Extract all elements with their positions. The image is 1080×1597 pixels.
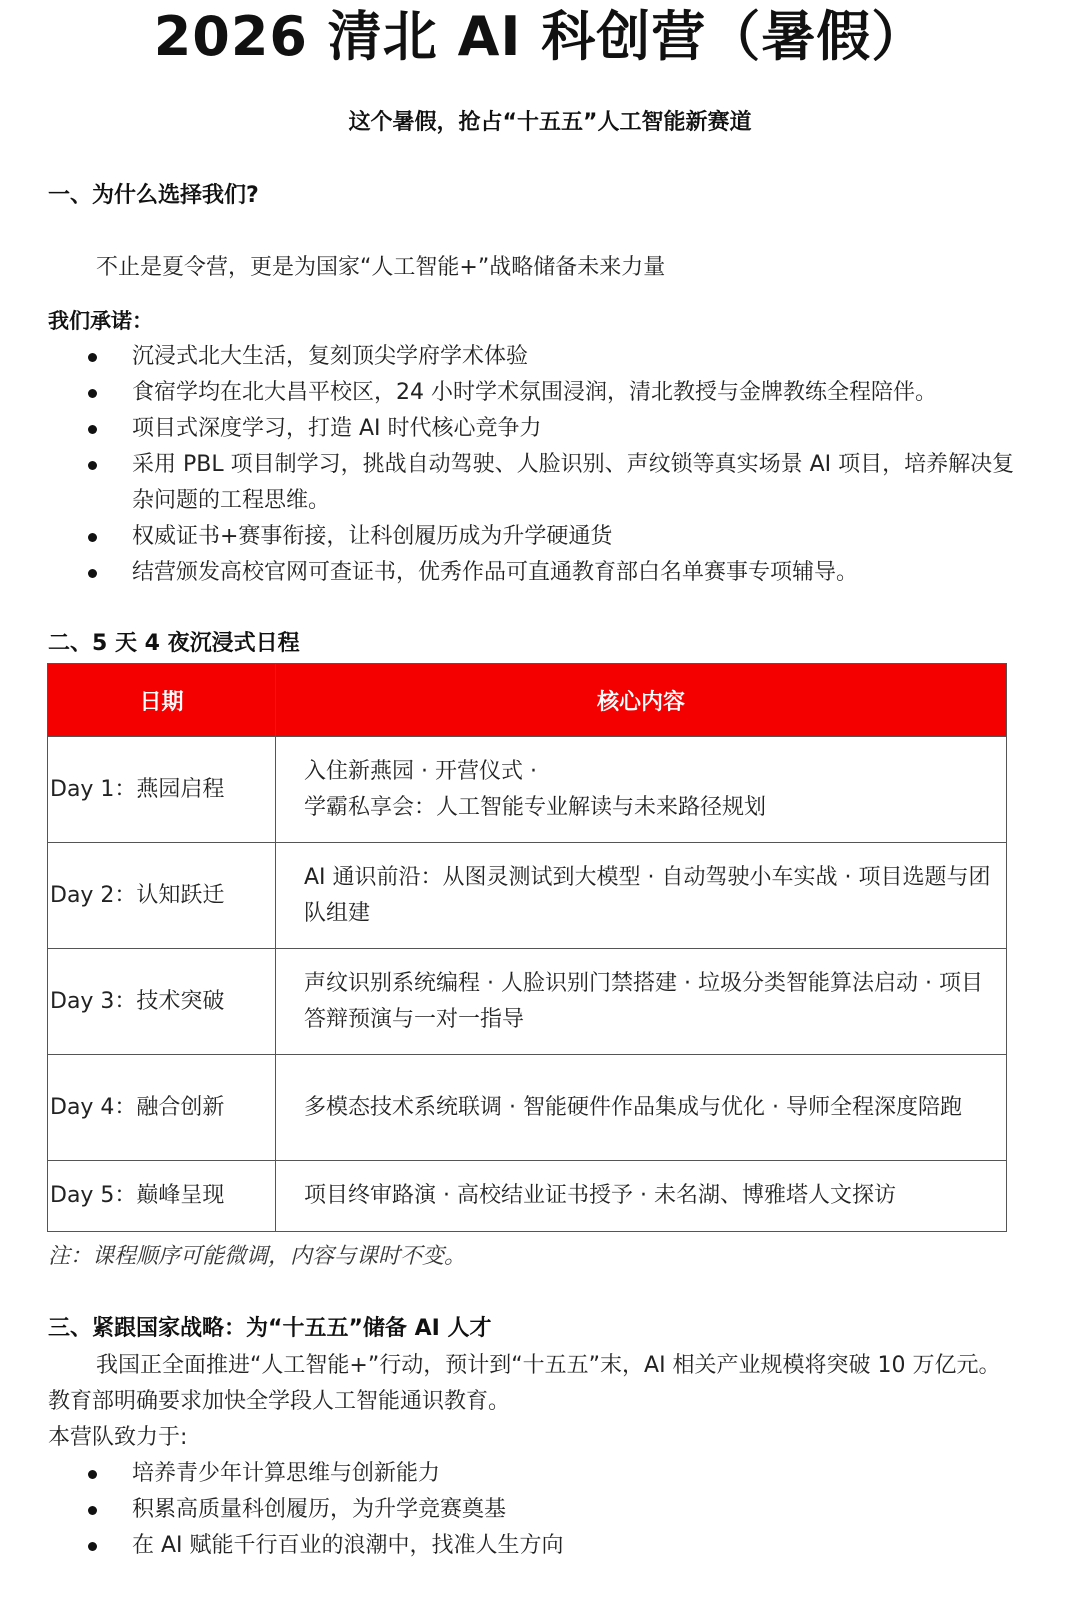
section3-paragraph: 我国正全面推进“人工智能+”行动，预计到“十五五”末，AI 相关产业规模将突破 10 万亿元。教育部明确要求加快全学段人工智能通识教育。 <box>48 1353 1001 1414</box>
bullet-icon <box>88 1506 97 1515</box>
table-row <box>48 843 1007 949</box>
list-item: 培养青少年计算思维与创新能力 <box>48 1456 1018 1492</box>
bullet-icon <box>88 1470 97 1479</box>
content-cell: 入住新燕园 · 开营仪式 · 学霸私享会：人工智能专业解读与未来路径规划 <box>276 737 1007 843</box>
column-header-date: 日期 <box>48 664 276 737</box>
mission-list <box>48 1456 1018 1564</box>
day-cell: Day 4：融合创新 <box>48 1055 276 1161</box>
bullet-icon <box>88 569 97 578</box>
page-subtitle: 这个暑假，抢占“十五五”人工智能新赛道 <box>348 110 752 135</box>
day-cell: Day 3：技术突破 <box>48 949 276 1055</box>
list-item: 在 AI 赋能千行百业的浪潮中，找准人生方向 <box>48 1528 1018 1564</box>
schedule-note: 注：课程顺序可能微调，内容与课时不变。 <box>48 1244 467 1269</box>
list-item: 项目式深度学习，打造 AI 时代核心竞争力 <box>48 411 1018 447</box>
list-item: 结营颁发高校官网可查证书，优秀作品可直通教育部白名单赛事专项辅导。 <box>48 555 1018 591</box>
content-cell: 多模态技术系统联调 · 智能硬件作品集成与优化 · 导师全程深度陪跑 <box>276 1055 1007 1161</box>
day-cell: Day 1：燕园启程 <box>48 737 276 843</box>
bullet-icon <box>88 425 97 434</box>
content-cell: AI 通识前沿：从图灵测试到大模型 · 自动驾驶小车实战 · 项目选题与团队组建 <box>276 843 1007 949</box>
bullet-icon <box>88 353 97 362</box>
list-item: 权威证书+赛事衔接，让科创履历成为升学硬通货 <box>48 519 1018 555</box>
bullet-icon <box>88 533 97 542</box>
bullet-icon <box>88 389 97 398</box>
content-cell: 声纹识别系统编程 · 人脸识别门禁搭建 · 垃圾分类智能算法启动 · 项目答辩预演与一对一指导 <box>276 949 1007 1055</box>
bullet-icon <box>88 461 97 470</box>
page-title: 2026 清北 AI 科创营（暑假） <box>153 5 927 68</box>
list-item: 采用 PBL 项目制学习，挑战自动驾驶、人脸识别、声纹锁等真实场景 AI 项目，培养解决复杂问题的工程思维。 <box>48 447 1018 519</box>
day-cell: Day 2：认知跃迁 <box>48 843 276 949</box>
list-item: 沉浸式北大生活，复刻顶尖学府学术体验 <box>48 339 1018 375</box>
table-row <box>48 737 1007 843</box>
column-header-content: 核心内容 <box>276 664 1007 737</box>
section1-heading: 一、为什么选择我们? <box>48 183 259 208</box>
bullet-icon <box>88 1542 97 1551</box>
table-row <box>48 1161 1007 1232</box>
list-item: 积累高质量科创履历，为升学竞赛奠基 <box>48 1492 1018 1528</box>
day-cell: Day 5：巅峰呈现 <box>48 1161 276 1232</box>
list-item: 食宿学均在北大昌平校区，24 小时学术氛围浸润，清北教授与金牌教练全程陪伴。 <box>48 375 1018 411</box>
promise-label: 我们承诺： <box>48 309 153 333</box>
section2-heading: 二、5 天 4 夜沉浸式日程 <box>48 631 300 656</box>
table-row <box>48 1055 1007 1161</box>
content-cell: 项目终审路演 · 高校结业证书授予 · 未名湖、博雅塔人文探访 <box>276 1161 1007 1232</box>
schedule-table <box>47 663 1007 1232</box>
section1-intro: 不止是夏令营，更是为国家“人工智能+”战略储备未来力量 <box>96 255 666 280</box>
promise-list <box>48 339 1018 591</box>
section3-heading: 三、紧跟国家战略：为“十五五”储备 AI 人才 <box>48 1316 492 1341</box>
table-header-row <box>48 664 1007 737</box>
team-label: 本营队致力于: <box>48 1425 188 1450</box>
table-row <box>48 949 1007 1055</box>
